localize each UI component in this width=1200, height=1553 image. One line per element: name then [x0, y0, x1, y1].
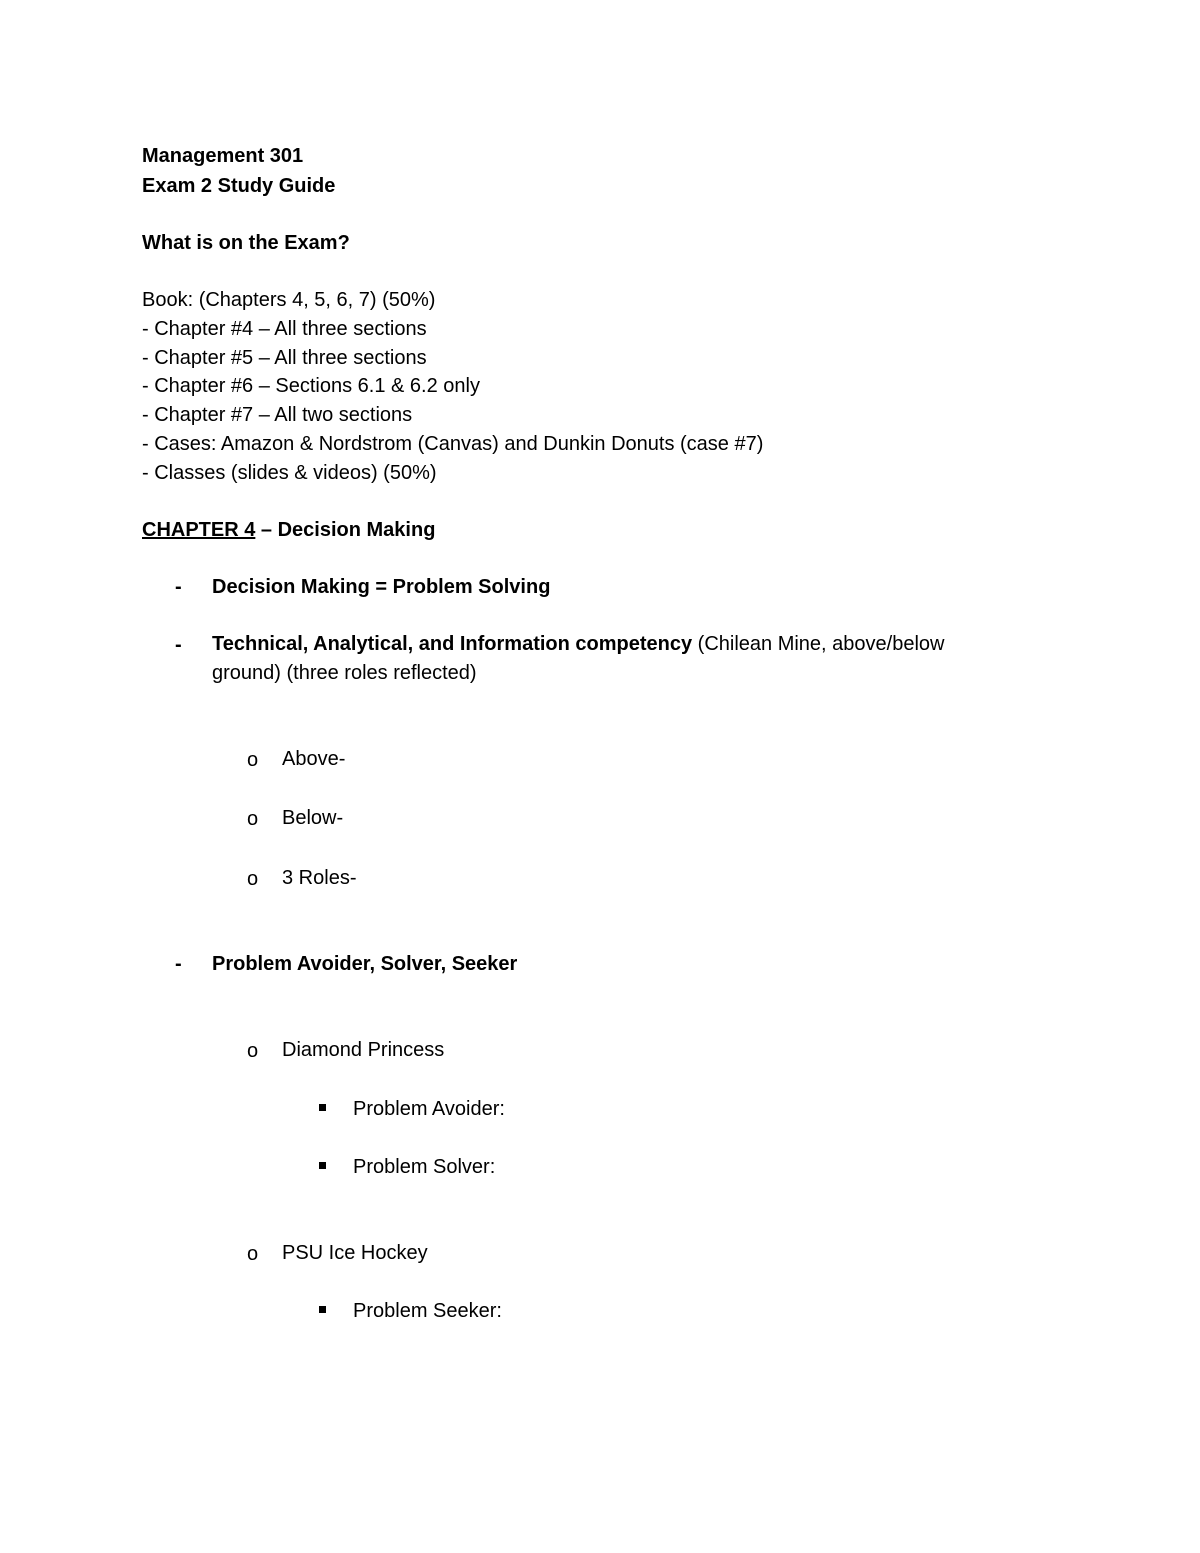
- book-item-chapter-7: - Chapter #7 – All two sections: [142, 404, 413, 426]
- square-bullet: [319, 1104, 326, 1111]
- sub-item-psu-ice-hockey: PSU Ice Hockey: [282, 1242, 428, 1264]
- book-line: Book: (Chapters 4, 5, 6, 7) (50%): [142, 289, 436, 311]
- sub-sub-item-problem-avoider: Problem Avoider:: [353, 1098, 505, 1120]
- dash-bullet: -: [175, 576, 182, 598]
- sub-item-below: Below-: [282, 807, 344, 829]
- book-item-cases: - Cases: Amazon & Nordstrom (Canvas) and Dunkin Donuts (case #7): [142, 433, 764, 455]
- dash-bullet: -: [175, 953, 182, 975]
- competency-item: [212, 630, 1002, 688]
- decision-making-item: Decision Making = Problem Solving: [212, 576, 551, 598]
- competency-rest-text: (Chilean Mine, above/below ground) (three roles reflected): [212, 633, 945, 684]
- book-item-classes: - Classes (slides & videos) (50%): [142, 462, 437, 484]
- dash-bullet: -: [175, 634, 182, 656]
- guide-title: Exam 2 Study Guide: [142, 175, 336, 197]
- chapter-4-label: CHAPTER 4: [142, 519, 256, 541]
- sub-sub-item-problem-solver: Problem Solver:: [353, 1156, 496, 1178]
- circle-bullet: o: [247, 1040, 259, 1062]
- circle-bullet: o: [247, 749, 259, 771]
- book-item-chapter-5: - Chapter #5 – All three sections: [142, 347, 427, 369]
- chapter-4-heading: [142, 518, 435, 542]
- circle-bullet: o: [247, 808, 259, 830]
- sub-sub-item-problem-seeker: Problem Seeker:: [353, 1300, 502, 1322]
- problem-types-item: Problem Avoider, Solver, Seeker: [212, 953, 518, 975]
- square-bullet: [319, 1306, 326, 1313]
- course-title: Management 301: [142, 145, 304, 167]
- sub-item-above: Above-: [282, 748, 346, 770]
- book-item-chapter-4: - Chapter #4 – All three sections: [142, 318, 427, 340]
- circle-bullet: o: [247, 1243, 259, 1265]
- exam-question-heading: What is on the Exam?: [142, 232, 350, 254]
- book-item-chapter-6: - Chapter #6 – Sections 6.1 & 6.2 only: [142, 375, 480, 397]
- sub-item-diamond-princess: Diamond Princess: [282, 1039, 445, 1061]
- sub-item-3-roles: 3 Roles-: [282, 867, 357, 889]
- competency-bold-text: Technical, Analytical, and Information competency: [212, 633, 693, 655]
- circle-bullet: o: [247, 868, 259, 890]
- square-bullet: [319, 1162, 326, 1169]
- chapter-4-title: – Decision Making: [255, 519, 436, 541]
